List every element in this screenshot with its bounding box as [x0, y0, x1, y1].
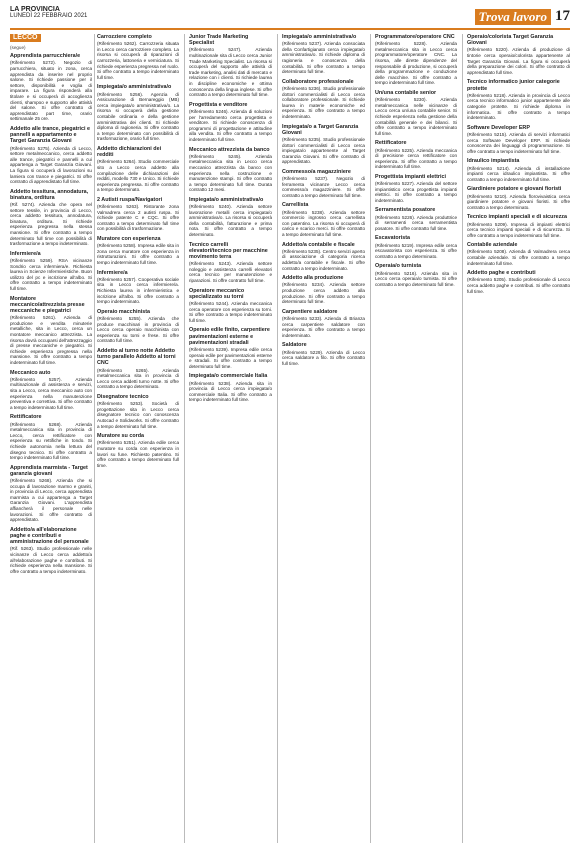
job-listing	[189, 197, 272, 238]
job-listing	[97, 146, 179, 193]
page-number: 17	[555, 8, 570, 24]
job-title: Idraulico impiantista	[467, 158, 520, 165]
job-title: Apprendista marmista - Target garanzia giovani	[10, 464, 88, 477]
job-title: Progettista e venditore	[189, 101, 248, 108]
job-description: (Riferimento 5256). Agenzia di Assicurazione di Bernareggio (MB) cerca impiegata/o amministrativa/o. La risorsa si occuperà della gestione contabile ordinaria e della gestione amministrativa dei clienti. Si richiede diploma di ragioneria. Si offre contratto a tempo determinato con possibilità di trasformazione, orario full time.	[97, 91, 179, 142]
job-listing	[282, 202, 365, 237]
job-listing	[467, 214, 570, 238]
job-listing	[97, 197, 179, 232]
job-title: Serramentista posatore	[375, 207, 436, 214]
job-title: Infermiere/a	[97, 269, 128, 276]
job-title: Contabile aziendale	[467, 242, 518, 249]
job-listing	[189, 34, 272, 98]
column-divider	[184, 34, 185, 843]
job-title: Montatore meccanico/attrezzista presse meccaniche e piegatrici	[10, 295, 85, 315]
job-title: Impiegata/o commerciale Italia	[189, 373, 268, 380]
job-listing	[189, 288, 272, 324]
job-description: (Riferimento 5210). Azienda florovivaistica cerca giardiniere potatore e giovani fioristi. Si offre contratto a tempo determinato.	[467, 193, 570, 210]
job-title: Addetto dichiarazioni dei redditi	[97, 145, 162, 159]
job-listing	[10, 370, 92, 411]
job-listing	[10, 251, 92, 292]
job-listing	[97, 309, 179, 344]
masthead-right	[475, 8, 570, 25]
job-description: (Riferimento 5214). Azienda di installazione impianti cerca idraulico impiantista. Si offre contratto a tempo indeterminato full time.	[467, 165, 570, 182]
job-description: (Riferimento 5259). RSA vicinanze Sondrio cerca infermiera/e. Richiesta laurea in Scienze Infermieristiche. Buon utilizzo del pc e iscrizione all'albo. Si offre contratto a tempo indeterminato full time.	[10, 258, 92, 292]
section-title: Trova lavoro	[475, 9, 551, 25]
job-title: Carrozziere completo	[97, 34, 152, 40]
column-divider	[277, 34, 278, 843]
job-description: (Riferimento 5246). Azienda di soluzioni per l'arredamento cerca progettista e venditore. Si richiede conoscenza di programmi di progettazione e attitudine alla vendita. Si offre contratto a tempo indeterminato full time.	[189, 108, 272, 142]
job-listing	[375, 174, 457, 204]
column-divider	[462, 34, 463, 843]
job-listing	[282, 79, 365, 120]
job-listing	[10, 465, 92, 523]
job-title: Tecnico carrelli elevatori/tecnico per macchine movimento terra	[189, 241, 268, 261]
job-listing	[10, 296, 92, 366]
job-listing	[10, 189, 92, 247]
job-description: (Riferimento 5262). Carrozzeria situata in Lecco cerca carrozziere completo. La risorsa si occuperà di riparazioni di carrozzeria, lattoneria e verniciatura. Si richiede esperienza pregressa nel ruolo. Si offre contratto a tempo indeterminato full time.	[97, 41, 179, 80]
job-description: (Riferimento 5236). Studio professionale dottori commercialisti di Lecco cerca collaboratore professionale. Si richiede laurea in materie economiche ed esperienza. Si offre contratto a tempo indeterminato.	[282, 85, 365, 119]
job-listing	[282, 342, 365, 366]
job-listing	[467, 79, 570, 120]
job-title: Meccanico attrezzista da banco	[189, 146, 270, 153]
column-divider	[370, 34, 371, 843]
job-title: Muratore con esperienza	[97, 236, 161, 243]
job-listing	[189, 327, 272, 369]
job-listing	[375, 263, 457, 287]
job-description: (Riferimento 5234). Azienda settore produzione cerca addetto alla produzione. Si offre contratto a tempo determinato full time.	[282, 282, 365, 305]
job-description: (Riferimento 5275). Azienda di Lecco, settore metalmeccanico, cerca addetto alle trance, piegatrici e pannelli a cui appartenga a Target Garanzia Giovani. La figura si occuperà di lavorazioni su lamiera con trance e piegatrici. Si offre contratto di apprendistato full time.	[10, 145, 92, 185]
job-title: Addetto tessitura, annodatura, binatura, orditura	[10, 188, 89, 201]
job-listing	[467, 34, 570, 75]
job-title: Operaio macchinista	[97, 308, 151, 315]
masthead	[10, 6, 570, 30]
issue-date: LUNEDÌ 22 FEBBRAIO 2021	[10, 13, 88, 19]
job-description: (Riferimento 5205). Studio professionale di Lecco cerca addetto paghe e contributi. Si offre contratto full time.	[467, 277, 570, 294]
job-listing	[97, 84, 179, 142]
column-divider	[94, 34, 95, 843]
job-title: Addetto/a all'elaborazione paghe e contributi e amministrazione del personale	[10, 526, 89, 546]
job-listing	[10, 53, 92, 122]
job-title: Addetto paghe e contributi	[467, 270, 536, 277]
job-description: (Riferimento 5240). Azienda settore lavorazione metalli cerca impiegata/o amministrativa/o. La risorsa si occuperà della contabilità, fatturazione e prima nota. Si offre contratto a tempo determinato.	[189, 204, 272, 238]
newspaper-name: LA PROVINCIA	[10, 6, 60, 13]
job-title: Saldatore	[282, 342, 307, 349]
job-listing	[97, 394, 179, 429]
job-title: Escavatorista	[375, 235, 411, 242]
job-listing	[282, 34, 365, 75]
job-listing	[189, 147, 272, 193]
job-description: (Riferimento 5238). Azienda settore commercio ingrosso cerca carrellista con patentino. La risorsa si occuperà di carico e scarico merci. Si offre contratto a tempo determinato full time.	[282, 209, 365, 238]
column-3	[189, 34, 272, 843]
job-title: Addetto alla produzione	[282, 275, 344, 282]
job-title: Programmatore/operatore CNC	[375, 34, 455, 40]
job-title: Junior Trade Marketing Specialist	[189, 34, 249, 47]
job-listing	[282, 169, 365, 199]
job-title: Software Developer ERP	[467, 124, 530, 131]
job-title: Operatore meccanico specializzato su torni	[189, 287, 245, 300]
job-description: (Riferimento 5229). Azienda di Lecco cerca saldatore a filo. Si offre contratto full time.	[282, 349, 365, 366]
job-description: (Riferimento 5235). Centro servizi aperto di associazione di categoria ricerca addetto/a contabile e fiscale. Si offre contratto a tempo indeterminato.	[282, 248, 365, 271]
job-title: Muratore su corda	[97, 433, 145, 440]
job-description: (Riferimento 5216). Azienda sita in Lecco cerca operaia/o turnista. Si offre contratto a tempo determinato full time.	[375, 270, 457, 287]
job-listing	[10, 527, 92, 575]
job-title: Apprendista parrucchiera/e	[10, 53, 81, 60]
column-5	[375, 34, 457, 843]
job-description: (Riferimento 5215). Azienda di servizi informatici cerca Software Developer ERP. Si richiede conoscenza dei linguaggi di programmazione. Si offre contratto a tempo indeterminato full time.	[467, 131, 570, 154]
job-listing	[375, 140, 457, 170]
job-description: (Riferimento 5247). Azienda multinazionale sita di Lecco cerca Junior Trade Marketing Specialist. La risorsa si occuperà del supporto alle attività di trade marketing, analisi dati di mercato e relazione con i clienti. Si richiede laurea in discipline economiche e ottima conoscenza della lingua inglese. Si offre contratto a tempo determinato full time.	[189, 47, 272, 98]
job-description: (Riferimento 5233). Azienda di Brianza cerca carpentiere saldatore con esperienza. Si offre contratto a tempo indeterminato.	[282, 316, 365, 338]
job-description: (Riferimento 5257). Cooperativa sociale sita in Lecco cerca infermiere/a. Richiesta laurea in infermieristica e iscrizione all'albo. Si offre contratto a tempo indeterminato.	[97, 276, 179, 305]
job-listing	[375, 207, 457, 231]
job-title: Disegnatore tecnico	[97, 393, 149, 400]
job-description: (Riferimento 5243). Azienda settore noleggio e assistenza carrelli elevatori cerca tecnico per manutenzione e riparazioni. Si offre contratto full time.	[189, 261, 272, 284]
job-description: (Riferimento 5225). Azienda meccanica di precisione cerca rettificatore con esperienza. Si offre contratto a tempo indeterminato full time.	[375, 147, 457, 170]
job-title: Impiegata/o amministrativa/o	[282, 34, 357, 40]
job-listing	[282, 275, 365, 305]
job-description: (Riferimento 5258). Impresa edile sita in zona cerca muratore con esperienza in ristrutturazioni. Si offre contratto a tempo indeterminato full time.	[97, 243, 179, 266]
job-title: Tecnico impianti speciali e di sicurezza	[467, 214, 567, 221]
job-description: (Riferimento 5272). Negozio di parrucchiera, situato in zona, cerca apprendista da inserire nel proprio salone. Si richiede passione per il settore, disponibilità e voglia di imparare. La figura risponderà alla titolare e si occuperà di accoglienza clienti, shampoo e supporto alle attività del salone. Si offre contratto di apprendistato part time, orario settimanale 25 ore.	[10, 60, 92, 122]
continued-note: (segue)	[10, 44, 26, 50]
job-listing	[189, 373, 272, 403]
job-description: (Riferimento 5209). Impresa di impianti elettrici cerca tecnico impianti speciali e di sicurezza. Si offre contratto a tempo indeterminato full time.	[467, 221, 570, 238]
job-title: Rettificatore	[10, 414, 42, 421]
job-listing	[467, 242, 570, 266]
job-title: Un/una contabile senior	[375, 89, 437, 96]
job-listing	[467, 158, 570, 182]
job-title: Operaia/o turnista	[375, 263, 422, 270]
job-description: (Riferimento 5261). Azienda di produzione e vendita minuterie metalliche, sita in Lecco, cerca un montatore meccanico attrezzista. La risorsa dovrà occuparsi dell'attrezzaggio di presse meccaniche e piegatrici. Si richiede esperienza pregressa nella mansione. Si offre contratto a tempo indeterminato full time.	[10, 315, 92, 365]
job-listing	[467, 186, 570, 210]
job-title: Carpentiere saldatore	[282, 308, 338, 315]
job-title: Meccanico auto	[10, 369, 51, 376]
job-description: (Riferimento 5208). Azienda di Valmadrera cerca contabile aziendale. Si offre contratto a tempo indeterminato full time.	[467, 249, 570, 266]
job-description: (Riferimento 5220). Azienda di produzione di tintorie cerca operaio/colorista appartenente al Target Garanzia Giovani. La figura si occuperà della preparazione dei colori. Si offre contratto di apprendistato full time.	[467, 47, 570, 75]
job-description: (Riferimento 5227). Azienda del settore impiantistico cerca progettista impianti elettrici. Si offre contratto a tempo indeterminato.	[375, 181, 457, 203]
job-description: (Rif. 5274). Azienda che opera nel settore tessile, in provincia di Lecco, cerca addetto tessitura, annodatura, binatura, orditura. Si richiede esperienza pregressa nella stessa mansione. Si offre contratto a tempo determinato full time con possibilità di trasformazione a tempo indeterminato.	[10, 202, 92, 247]
column-1	[10, 34, 92, 843]
job-description: (Riferimento 5218). Azienda in provincia di Lecco cerca tecnico informatico junior appartenente alle categorie protette. Si richiede diploma in informatica. Si offre contratto a tempo indeterminato.	[467, 92, 570, 121]
job-title: Impiegata/o a Target Garanzia Giovani	[282, 123, 359, 136]
job-listing	[375, 90, 457, 136]
job-listing	[10, 414, 92, 460]
job-listing	[10, 126, 92, 185]
job-listing	[97, 34, 179, 80]
job-title: Addetto/a contabile e fiscale	[282, 241, 355, 248]
job-description: (Riferimento 5237). Azienda consociata della Confartigianato cerca impiegata/o amministrativa/o. Si richiede diploma di ragioneria e conoscenza della contabilità. Si offre contratto a tempo determinato full time.	[282, 41, 365, 75]
job-description: (Riferimento 5263). Ristorante zona Valmadrera cerca 2 autisti ruspa. Si richiede patente C e CQC. Si offre contratto a tempo determinato full time con possibilità di trasformazione.	[97, 204, 179, 232]
job-listing	[467, 125, 570, 155]
job-description: (Riferimento 5226). Azienda produttrice di serramenti cerca serramentista posatore. Si offre contratto full time.	[375, 214, 457, 231]
location-label: LECCO	[10, 34, 41, 42]
job-description: (Riferimento 5239). Impresa edile cerca operaio edile per pavimentazioni esterne e stradali. Si offre contratto a tempo determinato full time.	[189, 347, 272, 369]
job-listing	[282, 124, 365, 165]
job-description: (Riferimento 5253). Società di progettazione sita in Lecco cerca disegnatore tecnico con conoscenza Autocad e Solidworks. Si offre contratto a tempo determinato full time.	[97, 401, 179, 429]
job-title: Giardiniere potatore e giovani fioristi	[467, 186, 562, 193]
job-description: (Riferimento 5228). Azienda metalmeccanica sita in Lecco cerca programmatore/operatore CNC. La risorsa, alle dirette dipendenze del responsabile di produzione, si occuperà della programmazione e conduzione delle macchine. Si offre contratto a tempo indeterminato full time.	[375, 41, 457, 86]
job-description: (Riferimento 5257). Azienda multinazionale di assistenza e servizi, sita a Lecco, cerca meccanico auto con esperienza nella manutenzione preventiva e correttiva. Si offre contratto a tempo indeterminato full time.	[10, 376, 92, 410]
job-title: 2 Autisti ruspa/Navigatori	[97, 196, 163, 203]
job-listing	[189, 102, 272, 143]
job-title: Tecnico informatico junior categorie protette	[467, 79, 560, 92]
job-listing	[375, 34, 457, 86]
job-listing	[282, 309, 365, 339]
job-title: Operaio/colorista Target Garanzia Giovani	[467, 34, 554, 47]
column-4	[282, 34, 365, 843]
job-description: (Riferimento 5244). Azienda meccanica cerca operatore con esperienza su torni. Si offre contratto a tempo indeterminato full time.	[189, 301, 272, 323]
job-title: Impiegata/o amministrativa/o	[189, 196, 264, 203]
job-title: Progettista impianti elettrici	[375, 173, 446, 180]
job-description: (Rif. 5263). Studio professionale nelle vicinanze di Lecco cerca addetto/a all'elaborazione paghe e contributi. Si richiede esperienza nella mansione. Si offre contratto a tempo indeterminato.	[10, 546, 92, 574]
job-description: (Riferimento 5238). Azienda sita in provincia di Lecco cerca impiegata/o commerciale Italia. Si offre contratto a tempo indeterminato full time.	[189, 380, 272, 403]
job-description: (Riferimento 5265). Azienda metalmeccanica sita in provincia di Lecco cerca addetti turno notte. Si offre contratto a tempo determinato.	[97, 367, 179, 390]
job-title: Collaboratore professionale	[282, 78, 354, 85]
job-description: (Riferimento 5251). Azienda edile cerca muratore su corda con esperienza in lavori su fune. Richiesto patentino. Si offre contratto a tempo determinato full time.	[97, 440, 179, 468]
job-title: Carrellista	[282, 202, 309, 209]
job-title: Commesso/a magazziniere	[282, 168, 351, 175]
job-description: (Riferimento 5219). Impresa edile cerca escavatorista con esperienza. Si offre contratto a tempo determinato.	[375, 242, 457, 259]
column-2	[97, 34, 179, 843]
job-listing	[467, 270, 570, 294]
job-title: Addetto al turno notte Addetto turno parallelo Addetto al torni CNC	[97, 347, 176, 367]
job-title: Addetto alle trance, piegatrici e pannelli a appartamento e Target Garanzia Giovani	[10, 125, 90, 145]
job-title: Impiegata/o amministrativa/o	[97, 84, 172, 91]
job-description: (Riferimento 5255). Azienda che produce macchinari in provincia di Lecco cerca operaio macchinista con esperienza su torni e frese. Si offre contratto full time.	[97, 316, 179, 344]
job-listing	[375, 235, 457, 259]
job-description: (Riferimento 5268). Azienda che si occupa di lavorazione marmo e graniti, in provincia di Lecco, cerca apprendista marmista a cui appartenga a Target Garanzia Giovani. L'apprendista affiancherà il personale nelle lavorazioni. Si offre contratto di apprendistato.	[10, 478, 92, 523]
job-listing	[97, 270, 179, 305]
column-6	[467, 34, 570, 843]
job-title: Operaio edile finito, carpentiere pavimentazioni esterne e pavimentazioni stradali	[189, 327, 270, 346]
job-listing	[282, 242, 365, 272]
job-description: (Riferimento 5264). Studio commerciale sito a Lecco cerca addetto alla compilazione delle dichiarazioni dei redditi, modello 730 e Unico. Si richiede esperienza pregressa. Si offre contratto a tempo determinato.	[97, 159, 179, 193]
job-listing	[97, 348, 179, 390]
job-listing	[189, 242, 272, 284]
job-title: Rettificatore	[375, 140, 407, 147]
job-description: (Riferimento 5230). Azienda metalmeccanica nelle vicinanze di Lecco cerca un/una contabile senior. Si richiede esperienza nella gestione della contabilità generale e dei bilanci. Si offre contratto a tempo indeterminato full time.	[375, 97, 457, 136]
job-listing	[97, 433, 179, 468]
job-description: (Riferimento 5237). Negozio di ferramenta vicinanze Lecco cerca commesso/a magazziniere. Si offre contratto a tempo determinato full time.	[282, 176, 365, 198]
job-description: (Riferimento 5235). Studio professionale dottori commercialisti di Lecco cerca impiegata/o appartenente al Target Garanzia Giovani. Si offre contratto di apprendistato.	[282, 136, 365, 165]
job-title: Infermiere/a	[10, 250, 41, 257]
job-description: (Riferimento 5245). Azienda metalmeccanica sita in Lecco cerca meccanico attrezzista da banco con esperienza nella costruzione e manutenzione stampi. Si offre contratto a tempo determinato full time. Durata contratto 12 mesi.	[189, 153, 272, 193]
job-listing	[97, 236, 179, 266]
job-description: (Riferimento 5268). Azienda metalmeccanica sita in provincia di Lecco, cerca rettificatore con esperienza su rettifiche in tondo. Si richiede autonomia nella lettura del disegno tecnico. Si offre contratto a tempo indeterminato full time.	[10, 421, 92, 461]
masthead-left	[10, 6, 87, 20]
